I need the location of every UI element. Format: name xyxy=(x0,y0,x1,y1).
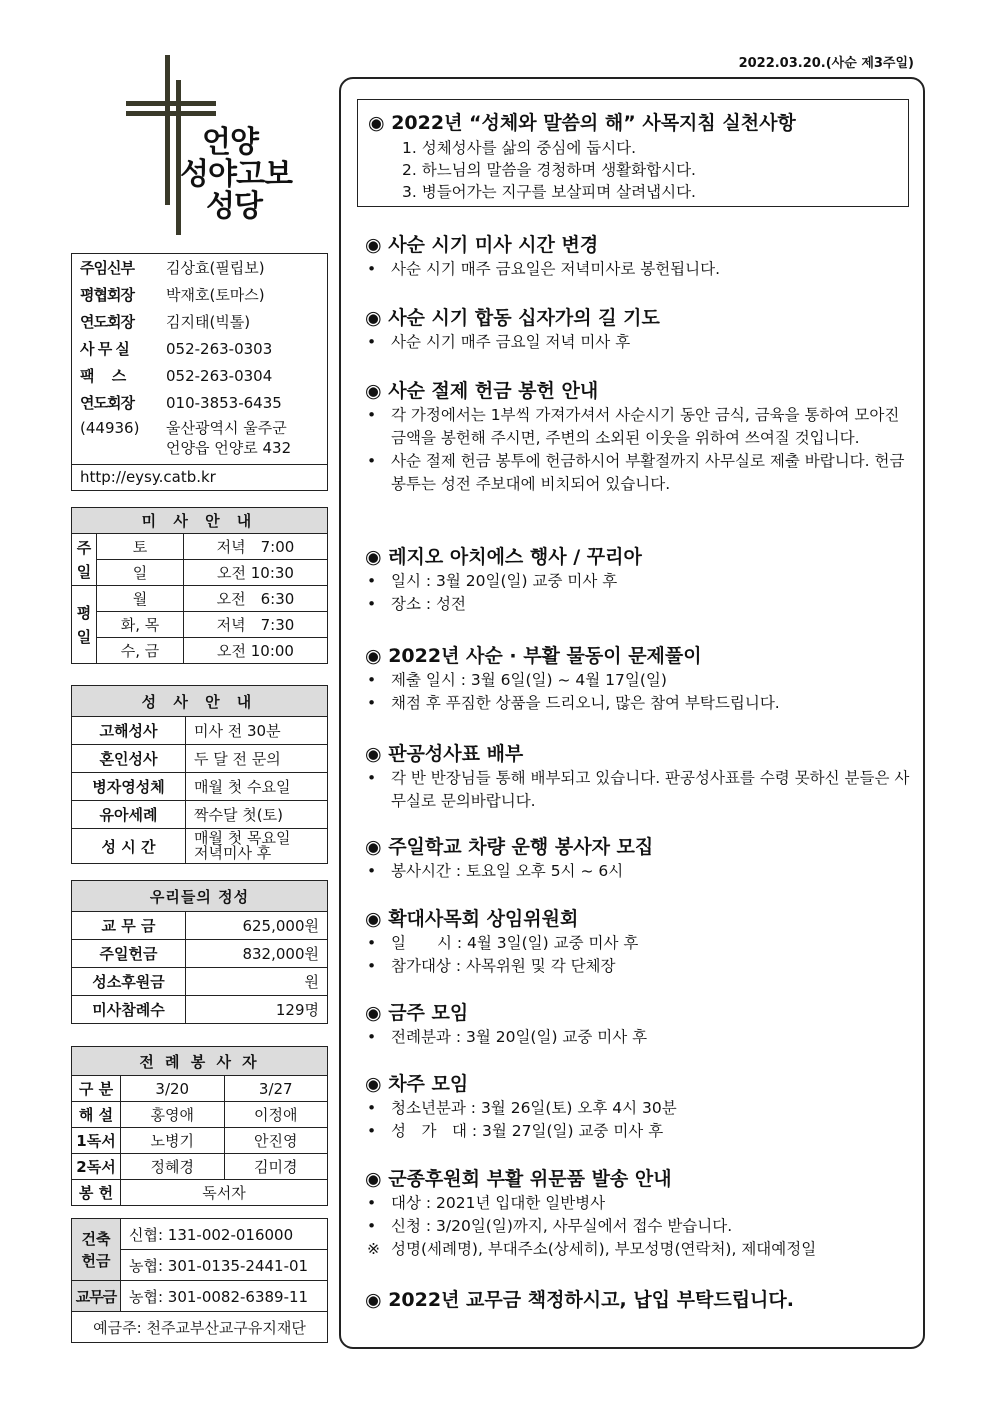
sacrament-name: 병자영성체 xyxy=(72,773,186,801)
bullet: • xyxy=(367,595,377,613)
building-account: 신협: 131-002-016000 xyxy=(121,1219,328,1250)
address-line1: 울산광역시 울주군 xyxy=(166,419,287,437)
account-holder: 예금주: 천주교부산교구유지재단 xyxy=(72,1312,328,1343)
bullet: • xyxy=(367,957,377,975)
notice-item: 일시 : 3월 20일(일) 교중 미사 후 xyxy=(391,572,618,590)
info-label: 연도회장 xyxy=(80,394,134,412)
servers-label: 봉 헌 xyxy=(72,1180,121,1206)
notice-section xyxy=(365,305,915,354)
sacrament-table xyxy=(71,685,328,864)
sacrament-value: 매월 첫 목요일 xyxy=(194,829,291,847)
servers-title: 전 례 봉 사 자 xyxy=(72,1047,328,1076)
building-label: 건축 xyxy=(81,1229,111,1248)
bullet: • xyxy=(367,452,377,470)
notice-item: 사순 절제 헌금 봉투에 헌금하시어 부활절까지 사무실로 제출 바랍니다. 헌금 봉투는 성전 주보대에 비치되어 있습니다. xyxy=(391,452,905,493)
notice-section xyxy=(365,232,915,281)
sacrament-value2: 저녁미사 후 xyxy=(194,844,272,862)
servers-date: 3/20 xyxy=(121,1076,225,1102)
info-label: 평협회장 xyxy=(80,286,134,304)
bullet: • xyxy=(367,1028,377,1046)
offering-value: 129명 xyxy=(186,996,328,1024)
bullet: • xyxy=(367,769,377,787)
mass-title: 미 사 안 내 xyxy=(72,508,328,534)
notice-title: ◉ 사순 절제 헌금 봉헌 안내 xyxy=(365,380,599,402)
notice-note: 성명(세례명), 부대주소(상세히), 부모성명(연락처), 제대예정일 xyxy=(391,1240,817,1258)
servers-date: 3/27 xyxy=(224,1076,328,1102)
mass-time: 저녁 7:30 xyxy=(184,612,328,638)
info-value: 052-263-0303 xyxy=(166,339,273,358)
pastoral-guideline xyxy=(357,99,909,207)
notice-item: 각 가정에서는 1부씩 가져가셔서 사순시기 동안 금식, 금육을 통하여 모아진 금액을 봉헌해 주시면, 주변의 소외된 이웃을 위하여 쓰여질 것입니다. xyxy=(391,406,900,447)
notices-panel xyxy=(339,77,925,1349)
bullet: • xyxy=(367,1099,377,1117)
offering-table xyxy=(71,880,328,1024)
notice-item: 전례분과 : 3월 20일(일) 교중 미사 후 xyxy=(391,1028,648,1046)
servers-label: 2독서 xyxy=(72,1154,121,1180)
weekday-label: 평일 xyxy=(72,586,97,664)
parish-url[interactable]: http://eysy.catb.kr xyxy=(72,464,327,487)
notice-item: 성 가 대 : 3월 27일(일) 교중 미사 후 xyxy=(391,1122,664,1140)
notice-title: ◉ 2022년 교무금 책정하시고, 납입 부탁드립니다. xyxy=(365,1289,794,1311)
parish-logo xyxy=(124,55,324,240)
notice-title: ◉ 판공성사표 배부 xyxy=(365,743,524,765)
bulletin-date: 2022.03.20.(사순 제3주일) xyxy=(738,56,914,71)
notice-item: 봉사시간 : 토요일 오후 5시 ~ 6시 xyxy=(391,862,624,880)
offering-name: 미사참례수 xyxy=(72,996,186,1024)
notice-item: 신청 : 3/20일(일)까지, 사무실에서 접수 받습니다. xyxy=(391,1217,733,1235)
notice-title: ◉ 주일학교 차량 운행 봉사자 모집 xyxy=(365,836,654,858)
servers-label: 1독서 xyxy=(72,1128,121,1154)
logo-line1: 언양 xyxy=(202,125,258,160)
bullet: • xyxy=(367,572,377,590)
offering-value: 625,000원 xyxy=(186,912,328,940)
info-label: 연도회장 xyxy=(80,313,134,331)
info-value: 052-263-0304 xyxy=(166,366,273,385)
bullet: • xyxy=(367,1194,377,1212)
mass-time: 오전 6:30 xyxy=(184,586,328,612)
logo-line2: 성야고보 xyxy=(180,157,292,192)
info-value: 김상효(필립보) xyxy=(166,259,265,277)
notice-title: ◉ 2022년 사순 · 부활 물동이 문제풀이 xyxy=(365,645,702,667)
notice-item: 사순 시기 매주 금요일은 저녁미사로 봉헌됩니다. xyxy=(391,260,721,278)
pastoral-item: 3. 병들어가는 지구를 보살피며 살려냅시다. xyxy=(402,183,696,201)
pastoral-item: 1. 성체성사를 삶의 중심에 둡시다. xyxy=(402,139,637,157)
servers-label: 해 설 xyxy=(72,1102,121,1128)
pastoral-item: 2. 하느님의 말씀을 경청하며 생활화합시다. xyxy=(402,161,696,179)
notice-section xyxy=(365,1000,915,1049)
mass-day: 월 xyxy=(97,586,184,612)
sacrament-name: 혼인성사 xyxy=(72,745,186,773)
accounts-table xyxy=(71,1218,328,1343)
sacrament-name: 성 시 간 xyxy=(72,829,186,864)
info-value: 박재호(토마스) xyxy=(166,286,265,304)
notice-item: 대상 : 2021년 입대한 일반병사 xyxy=(391,1194,606,1212)
server-name: 홍영애 xyxy=(121,1102,225,1128)
offering-value: 원 xyxy=(186,968,328,996)
sacrament-value: 미사 전 30분 xyxy=(186,717,328,745)
bongheon-value: 독서자 xyxy=(121,1180,328,1206)
bullet: • xyxy=(367,1122,377,1140)
notice-item: 사순 시기 매주 금요일 저녁 미사 후 xyxy=(391,333,631,351)
notice-section xyxy=(365,378,915,496)
mass-day: 토 xyxy=(97,534,184,560)
logo-line3: 성당 xyxy=(206,189,262,224)
notice-section xyxy=(365,1287,915,1313)
sacrament-name: 고해성사 xyxy=(72,717,186,745)
offering-name: 성소후원금 xyxy=(72,968,186,996)
gyomu-account: 농협: 301-0082-6389-11 xyxy=(121,1281,328,1312)
mass-table xyxy=(71,507,328,664)
offering-title: 우리들의 정성 xyxy=(72,881,328,912)
sunday-label: 주일 xyxy=(72,534,97,586)
mass-day: 화, 목 xyxy=(97,612,184,638)
notice-item: 청소년분과 : 3월 26일(토) 오후 4시 30분 xyxy=(391,1099,677,1117)
building-account: 농협: 301-0135-2441-01 xyxy=(121,1250,328,1281)
server-name: 노병기 xyxy=(121,1128,225,1154)
parish-info xyxy=(71,253,328,491)
notice-section xyxy=(365,906,915,978)
info-label: 사 무 실 xyxy=(80,340,129,358)
offering-name: 주일헌금 xyxy=(72,940,186,968)
info-label: 팩 스 xyxy=(80,367,126,385)
mass-day: 일 xyxy=(97,560,184,586)
mass-day: 수, 금 xyxy=(97,638,184,664)
sacrament-name: 유아세례 xyxy=(72,801,186,829)
notice-item: 참가대상 : 사목위원 및 각 단체장 xyxy=(391,957,616,975)
server-name: 정혜경 xyxy=(121,1154,225,1180)
sacrament-title: 성 사 안 내 xyxy=(72,686,328,717)
bullet: • xyxy=(367,333,377,351)
notice-title: ◉ 사순 시기 합동 십자가의 길 기도 xyxy=(365,307,660,329)
notice-title: ◉ 차주 모임 xyxy=(365,1073,469,1095)
notice-title: ◉ 사순 시기 미사 시간 변경 xyxy=(365,234,599,256)
bullet: • xyxy=(367,671,377,689)
bullet: • xyxy=(367,862,377,880)
bullet: • xyxy=(367,406,377,424)
notice-title: ◉ 군종후원회 부활 위문품 발송 안내 xyxy=(365,1168,672,1190)
gyomu-label: 교무금 xyxy=(72,1281,121,1312)
server-name: 이정애 xyxy=(224,1102,328,1128)
notice-item: 일 시 : 4월 3일(일) 교중 미사 후 xyxy=(391,934,639,952)
notice-item: 제출 일시 : 3월 6일(일) ~ 4월 17일(일) xyxy=(391,671,667,689)
notice-section xyxy=(365,643,915,715)
note-mark: ※ xyxy=(367,1240,380,1258)
building-label: 헌금 xyxy=(81,1251,111,1270)
info-value: 김지태(빅톨) xyxy=(166,313,251,331)
servers-table xyxy=(71,1046,328,1206)
notice-item: 장소 : 성전 xyxy=(391,595,466,613)
sacrament-value: 짝수달 첫(토) xyxy=(186,801,328,829)
sacrament-value: 매월 첫 수요일 xyxy=(186,773,328,801)
sacrament-value: 두 달 전 문의 xyxy=(186,745,328,773)
info-value: 010-3853-6435 xyxy=(166,393,282,412)
notice-title: ◉ 레지오 아치에스 행사 / 꾸리아 xyxy=(365,546,642,568)
notice-title: ◉ 금주 모임 xyxy=(365,1002,469,1024)
mass-time: 저녁 7:00 xyxy=(184,534,328,560)
offering-name: 교 무 금 xyxy=(72,912,186,940)
notice-item: 채점 후 푸짐한 상품을 드리오니, 많은 참여 부탁드립니다. xyxy=(391,694,780,712)
server-name: 안진영 xyxy=(224,1128,328,1154)
notice-section xyxy=(365,741,915,813)
notice-title: ◉ 확대사목회 상임위원회 xyxy=(365,908,579,930)
notice-section xyxy=(365,1166,915,1261)
bullet: • xyxy=(367,1217,377,1235)
bullet: • xyxy=(367,934,377,952)
offering-value: 832,000원 xyxy=(186,940,328,968)
pastoral-title: ◉ 2022년 “성체와 말씀의 해” 사목지침 실천사항 xyxy=(368,112,796,134)
notice-section xyxy=(365,834,915,883)
server-name: 김미경 xyxy=(224,1154,328,1180)
info-label: 주임신부 xyxy=(80,259,134,277)
address-line2: 언양읍 언양로 432 xyxy=(166,439,292,457)
servers-label: 구 분 xyxy=(72,1076,121,1102)
postcode: (44936) xyxy=(80,419,140,437)
notice-section xyxy=(365,544,915,616)
mass-time: 오전 10:00 xyxy=(184,638,328,664)
bullet: • xyxy=(367,694,377,712)
bullet: • xyxy=(367,260,377,278)
mass-time: 오전 10:30 xyxy=(184,560,328,586)
notice-section xyxy=(365,1071,915,1143)
notice-item: 각 반 반장님들 통해 배부되고 있습니다. 판공성사표를 수령 못하신 분들은 사무실로 문의바랍니다. xyxy=(391,769,910,810)
